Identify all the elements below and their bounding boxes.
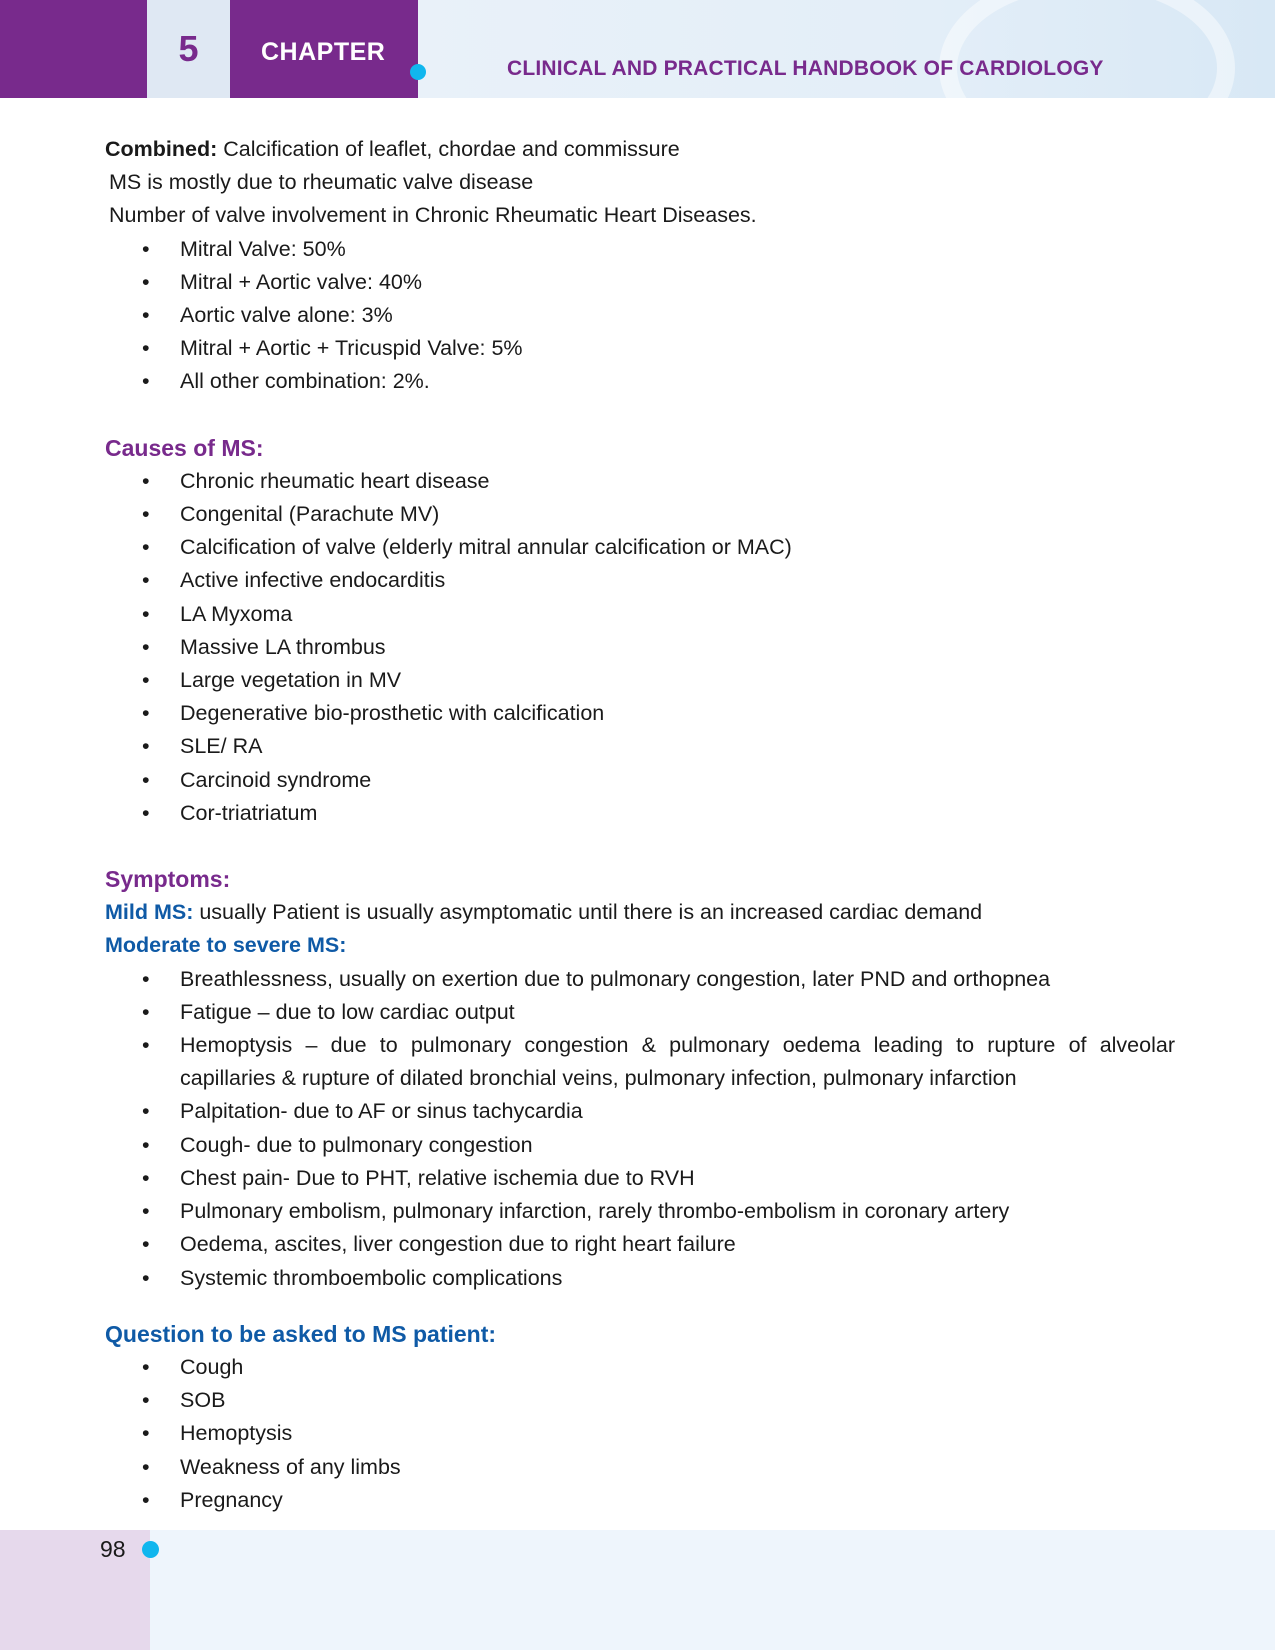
chapter-number: 5 <box>147 0 230 98</box>
list-item: • Pregnancy <box>105 1484 1175 1517</box>
list-item: • Chronic rheumatic heart disease <box>105 465 1175 498</box>
intro-line-rheumatic: MS is mostly due to rheumatic valve disease <box>109 170 534 195</box>
footer-band <box>150 1530 1275 1650</box>
combined-line <box>105 133 1175 166</box>
list-item: • Oedema, ascites, liver congestion due to right heart failure <box>105 1228 1175 1261</box>
moderate-ms-heading: Moderate to severe MS: <box>105 933 347 958</box>
list-item: • Weakness of any limbs <box>105 1451 1175 1484</box>
list-item: • Fatigue – due to low cardiac output <box>105 996 1175 1029</box>
list-item: • Mitral + Aortic valve: 40% <box>105 266 1175 299</box>
list-item: • Massive LA thrombus <box>105 631 1175 664</box>
list-item: • Active infective endocarditis <box>105 564 1175 597</box>
list-item: • Degenerative bio-prosthetic with calcification <box>105 697 1175 730</box>
questions-heading: Question to be asked to MS patient: <box>105 1320 497 1347</box>
mild-ms-line <box>105 896 1175 929</box>
list-item: • Cough <box>105 1351 1175 1384</box>
list-item: • Mitral + Aortic + Tricuspid Valve: 5% <box>105 332 1175 365</box>
list-item: • Breathlessness, usually on exertion due to pulmonary congestion, later PND and orthopnea <box>105 963 1175 996</box>
page-content <box>105 133 1175 1517</box>
list-item: • Aortic valve alone: 3% <box>105 299 1175 332</box>
mild-ms-label: Mild MS: <box>105 900 194 925</box>
causes-list <box>105 465 1175 830</box>
header-banner <box>418 0 1275 98</box>
valve-involvement-list <box>105 233 1175 399</box>
header-dot-icon <box>410 64 426 80</box>
combined-text: Calcification of leaflet, chordae and commissure <box>217 137 680 161</box>
list-item: • Large vegetation in MV <box>105 664 1175 697</box>
symptoms-heading: Symptoms: <box>105 866 231 893</box>
list-item: • Systemic thromboembolic complications <box>105 1262 1175 1295</box>
questions-list <box>105 1351 1175 1517</box>
mild-ms-text: usually Patient is usually asymptomatic until there is an increased cardiac demand <box>193 900 983 925</box>
list-item: • LA Myxoma <box>105 598 1175 631</box>
book-title: CLINICAL AND PRACTICAL HANDBOOK OF CARDIOLOGY <box>507 57 1104 80</box>
header-color-block <box>0 0 147 98</box>
causes-heading: Causes of MS: <box>105 434 264 461</box>
list-item: • Calcification of valve (elderly mitral annular calcification or MAC) <box>105 531 1175 564</box>
footer-color-block <box>0 1530 150 1650</box>
list-item: • Cor-triatriatum <box>105 797 1175 830</box>
list-item: • SOB <box>105 1384 1175 1417</box>
page-number: 98 <box>100 1536 126 1562</box>
list-item: • All other combination: 2%. <box>105 365 1175 398</box>
list-item: • Carcinoid syndrome <box>105 764 1175 797</box>
list-item: • Hemoptysis – due to pulmonary congestion & pulmonary oedema leading to rupture of alveolar capillaries & rupture of dilated bronchial veins, pulmonary infection, pulmonary infarction <box>105 1029 1175 1095</box>
list-item: • Pulmonary embolism, pulmonary infarction, rarely thrombo-embolism in coronary artery <box>105 1195 1175 1228</box>
list-item: • Hemoptysis <box>105 1417 1175 1450</box>
list-item: • Cough- due to pulmonary congestion <box>105 1129 1175 1162</box>
footer-dot-icon <box>142 1541 159 1558</box>
chapter-label: CHAPTER <box>230 0 418 98</box>
page-header <box>0 0 1275 98</box>
list-item: • Mitral Valve: 50% <box>105 233 1175 266</box>
list-item: • Chest pain- Due to PHT, relative ischemia due to RVH <box>105 1162 1175 1195</box>
intro-line-valves: Number of valve involvement in Chronic Rheumatic Heart Diseases. <box>109 203 757 228</box>
list-item: • Palpitation- due to AF or sinus tachycardia <box>105 1095 1175 1128</box>
list-item: • SLE/ RA <box>105 730 1175 763</box>
list-item: • Congenital (Parachute MV) <box>105 498 1175 531</box>
symptoms-list <box>105 963 1175 1295</box>
combined-label: Combined: <box>105 137 218 161</box>
